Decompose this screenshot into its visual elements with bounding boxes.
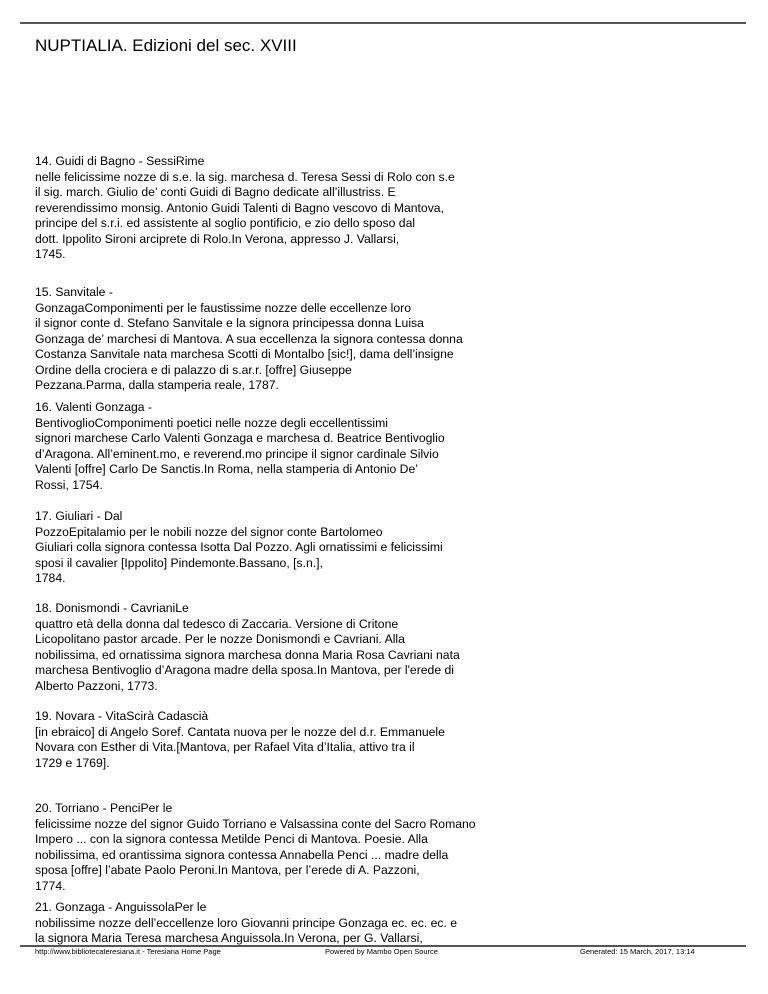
entry-line: d’Aragona. All’eminent.mo, e reverend.mo principe il signor cardinale Silvio [35, 446, 439, 461]
entry-line: il signor conte d. Stefano Sanvitale e la signora principessa donna Luisa [35, 316, 424, 330]
entry-line: 1784. [35, 571, 66, 585]
entry-line: Valenti [offre] Carlo De Sanctis.In Roma, nella stamperia di Antonio De’ [35, 462, 418, 476]
entry-20 [35, 801, 515, 894]
entry-line: il sig. march. Giulio de’ conti Guidi di Bagno dedicate all’illustriss. E [35, 185, 396, 199]
entry-line: 17. Giuliari - Dal [35, 509, 123, 523]
entry-line: sposi il cavalier [Ippolito] Pindemonte.Bassano, [s.n.], [35, 555, 323, 570]
entry-line: nobilissima, ed ornatissima signora marchesa donna Maria Rosa Cavriani nata [35, 647, 460, 662]
entry-line: sposa [offre] l’abate Paolo Peroni.In Mantova, per l’erede di A. Pazzoni, [35, 863, 420, 877]
page-title: NUPTIALIA. Edizioni del sec. XVIII [35, 36, 297, 55]
entry-line: nobilissime nozze dell’eccellenze loro Giovanni principe Gonzaga ec. ec. ec. e [35, 915, 458, 930]
entry-line: signori marchese Carlo Valenti Gonzaga e marchesa d. Beatrice Bentivoglio [35, 431, 445, 445]
entry-17 [35, 509, 515, 587]
entry-line: GonzagaComponimenti per le faustissime nozze delle eccellenze loro [35, 300, 411, 315]
entry-line: Ordine della crociera e di palazzo di s.ar.r. [offre] Giuseppe [35, 362, 352, 377]
entry-line: Rossi, 1754. [35, 477, 103, 492]
footer-powered-by: Powered by Mambo Open Source [325, 947, 438, 956]
entry-line: dott. Ippolito Sironi arciprete di Rolo.In Verona, appresso J. Vallarsi, [35, 231, 400, 246]
entry-15 [35, 285, 515, 394]
entry-line: nelle felicissime nozze di s.e. la sig. marchesa d. Teresa Sessi di Rolo con s.e [35, 169, 455, 184]
entry-line: 20. Torriano - PenciPer le [35, 801, 173, 815]
entry-line: [in ebraico] di Angelo Soref. Cantata nuova per le nozze del d.r. Emmanuele [35, 724, 445, 739]
footer-url-link[interactable]: http://www.bibliotecateresiana.it - Teresiana Home Page [35, 947, 221, 956]
footer-generated: Generated: 15 March, 2017, 13:14 [580, 947, 695, 956]
entry-line: Alberto Pazzoni, 1773. [35, 678, 158, 693]
entry-line: 14. Guidi di Bagno - SessiRime [35, 154, 205, 168]
entry-line: BentivoglioComponimenti poetici nelle nozze degli eccellentissimi [35, 415, 388, 430]
entry-line: 1745. [35, 247, 66, 261]
entry-line: principe del s.r.i. ed assistente al soglio pontificio, e zio dello sposo dal [35, 216, 416, 230]
entry-line: 18. Donismondi - CavrianiLe [35, 601, 189, 615]
entry-line: 16. Valenti Gonzaga - [35, 400, 152, 414]
entry-line: Costanza Sanvitale nata marchesa Scotti di Montalbo [sic!], dama dell’insigne [35, 347, 454, 361]
entry-line: 19. Novara - VitaScirà Cadascià [35, 709, 209, 723]
entry-line: felicissime nozze del signor Guido Torriano e Valsassina conte del Sacro Romano [35, 816, 476, 831]
entry-line: 1729 e 1769]. [35, 755, 110, 770]
entry-line: la signora Maria Teresa marchesa Anguissola.In Verona, per G. Vallarsi, [35, 931, 423, 945]
entry-line: Pezzana.Parma, dalla stamperia reale, 1787. [35, 378, 279, 392]
entry-line: quattro età della donna dal tedesco di Zaccaria. Versione di Critone [35, 616, 399, 631]
entry-16 [35, 400, 515, 493]
entry-line: PozzoEpitalamio per le nobili nozze del signor conte Bartolomeo [35, 524, 383, 539]
entry-line: reverendissimo monsig. Antonio Guidi Talenti di Bagno vescovo di Mantova, [35, 200, 444, 215]
entry-line: Impero ... con la signora contessa Metilde Penci di Mantova. Poesie. Alla [35, 832, 428, 846]
entry-18 [35, 601, 515, 694]
entry-line: nobilissima, ed orantissima signora contessa Annabella Penci ... madre della [35, 847, 449, 862]
entry-line: 15. Sanvitale - [35, 285, 113, 299]
entry-19 [35, 709, 515, 771]
entry-line: 21. Gonzaga - AnguissolaPer le [35, 900, 207, 914]
entry-14 [35, 154, 515, 263]
entry-line: Novara con Esther di Vita.[Mantova, per Rafael Vita d’Italia, attivo tra il [35, 740, 415, 754]
entry-line: 1774. [35, 878, 66, 893]
entry-21 [35, 900, 515, 947]
entry-line: marchesa Bentivoglio d’Aragona madre della sposa.In Mantova, per l'erede di [35, 663, 454, 677]
entry-line: Giuliari colla signora contessa Isotta Dal Pozzo. Agli ornatissimi e felicissimi [35, 540, 443, 554]
entry-line: Gonzaga de’ marchesi di Mantova. A sua eccellenza la signora contessa donna [35, 331, 463, 346]
header-rule [20, 22, 746, 24]
entry-line: Licopolitano pastor arcade. Per le nozze Donismondi e Cavriani. Alla [35, 632, 405, 646]
